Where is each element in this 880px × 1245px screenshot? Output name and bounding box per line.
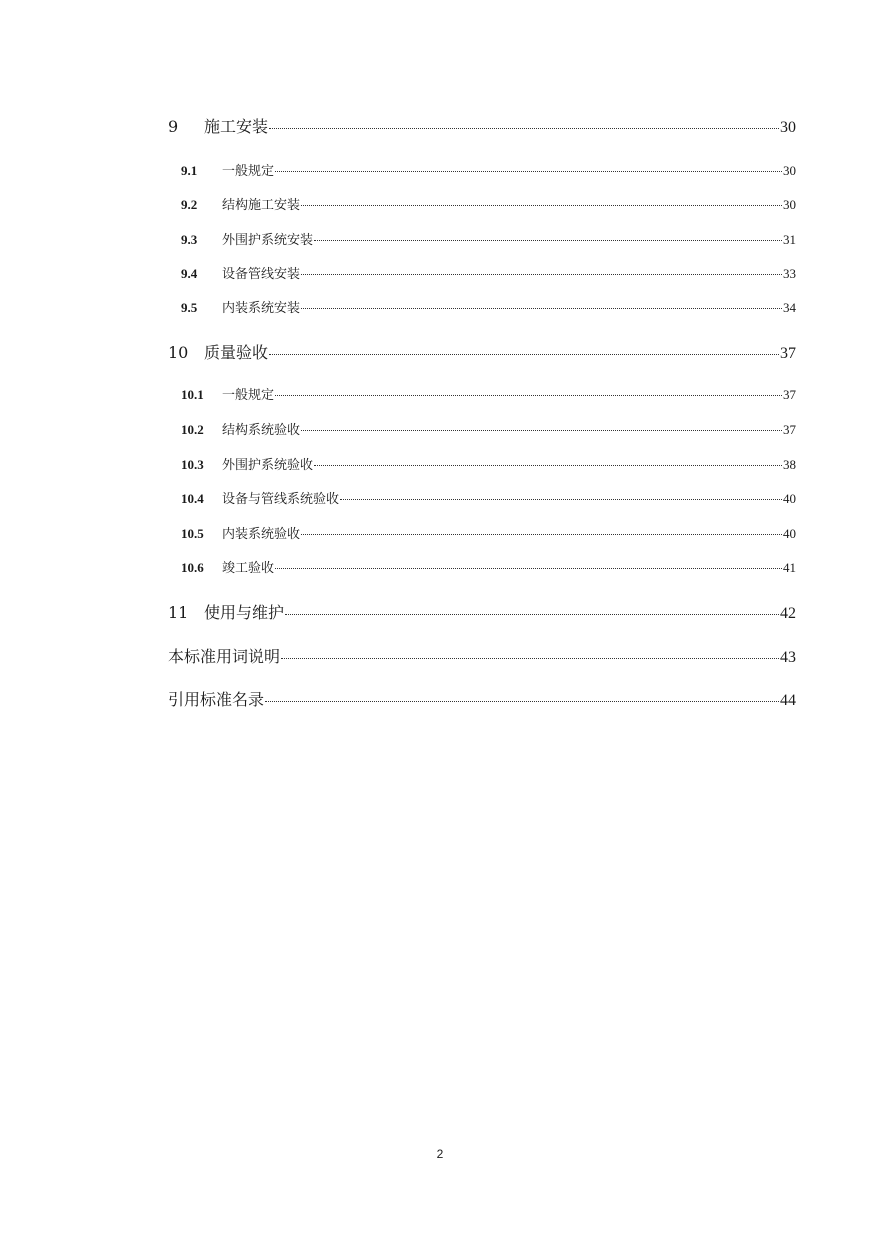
dot-leader xyxy=(269,354,779,355)
dot-leader xyxy=(301,430,782,431)
toc-entry-number: 9 xyxy=(168,117,179,136)
toc-entry-number: 10.6 xyxy=(181,560,204,575)
toc-entry-title: 施工安装 xyxy=(204,117,269,136)
toc-entry-page: 40 xyxy=(783,491,796,506)
toc-entry-title: 一般规定 xyxy=(222,164,275,179)
toc-entry-10-2[interactable] xyxy=(168,419,796,438)
toc-entry-10-3[interactable] xyxy=(168,454,796,473)
toc-entry-page: 40 xyxy=(783,526,796,541)
toc-entry-number: 9.2 xyxy=(181,197,198,212)
toc-entry-number: 11 xyxy=(168,603,189,622)
dot-leader xyxy=(285,614,779,615)
toc-entry-title: 结构施工安装 xyxy=(222,198,301,213)
dot-leader xyxy=(269,128,779,129)
toc-entry-page: 38 xyxy=(783,457,796,472)
toc-entry-title: 质量验收 xyxy=(204,343,269,362)
toc-entry-9-1[interactable] xyxy=(168,160,796,179)
toc-entry-page: 43 xyxy=(780,649,796,666)
toc-entry-number: 9.1 xyxy=(181,163,198,178)
toc-entry-9-3[interactable] xyxy=(168,229,796,248)
toc-entry-page: 42 xyxy=(780,605,796,622)
toc-entry-9[interactable] xyxy=(168,114,796,137)
toc-entry-page: 37 xyxy=(780,345,796,362)
toc-entry-title: 一般规定 xyxy=(222,388,275,403)
dot-leader xyxy=(314,465,782,466)
toc-entry-9-2[interactable] xyxy=(168,194,796,213)
toc-entry-page: 37 xyxy=(783,422,796,437)
toc-entry-9-5[interactable] xyxy=(168,297,796,316)
toc-entry-title: 使用与维护 xyxy=(204,603,285,622)
toc-entry-number: 10.3 xyxy=(181,457,204,472)
toc-entry-11[interactable] xyxy=(168,600,796,623)
toc-entry-page: 30 xyxy=(780,119,796,136)
toc-entry-title: 外围护系统验收 xyxy=(222,458,314,473)
toc-entry-10-1[interactable] xyxy=(168,384,796,403)
toc-entry-title: 结构系统验收 xyxy=(222,423,301,438)
toc-entry-number: 10.1 xyxy=(181,387,204,402)
toc-entry-number: 9.4 xyxy=(181,266,198,281)
toc-entry-10-4[interactable] xyxy=(168,488,796,507)
toc-entry-title: 设备管线安装 xyxy=(222,267,301,282)
toc-entry-number: 10.4 xyxy=(181,491,204,506)
dot-leader xyxy=(281,658,779,659)
toc-entry-page: 31 xyxy=(783,232,796,247)
toc-entry-number: 10 xyxy=(168,343,189,362)
toc-entry-title: 内装系统安装 xyxy=(222,301,301,316)
dot-leader xyxy=(275,395,782,396)
dot-leader xyxy=(314,240,782,241)
toc-entry-number: 10.5 xyxy=(181,526,204,541)
toc-entry-number: 10.2 xyxy=(181,422,204,437)
toc-entry-title: 引用标准名录 xyxy=(168,690,265,709)
dot-leader xyxy=(301,534,782,535)
page-number: 2 xyxy=(436,1147,444,1161)
toc-entry-page: 37 xyxy=(783,387,796,402)
toc-entry-10-6[interactable] xyxy=(168,557,796,576)
toc-entry-page: 44 xyxy=(780,692,796,709)
dot-leader xyxy=(275,568,782,569)
dot-leader xyxy=(301,274,782,275)
toc-entry-9-4[interactable] xyxy=(168,263,796,282)
dot-leader xyxy=(301,205,782,206)
toc-entry-title: 本标准用词说明 xyxy=(168,647,281,666)
toc-entry-terms-explanation[interactable] xyxy=(168,644,796,667)
toc-entry-page: 34 xyxy=(783,300,796,315)
toc-entry-10[interactable] xyxy=(168,340,796,363)
toc-entry-number: 9.5 xyxy=(181,300,198,315)
toc-entry-referenced-standards[interactable] xyxy=(168,687,796,710)
toc-entry-page: 33 xyxy=(783,266,796,281)
toc-entry-page: 30 xyxy=(783,197,796,212)
dot-leader xyxy=(265,701,779,702)
dot-leader xyxy=(301,308,782,309)
toc-entry-page: 41 xyxy=(783,560,796,575)
toc-entry-title: 设备与管线系统验收 xyxy=(222,492,340,507)
toc-entry-title: 外围护系统安装 xyxy=(222,233,314,248)
toc-entry-title: 竣工验收 xyxy=(222,561,275,576)
toc-entry-title: 内装系统验收 xyxy=(222,527,301,542)
dot-leader xyxy=(275,171,782,172)
toc-entry-number: 9.3 xyxy=(181,232,198,247)
toc-entry-page: 30 xyxy=(783,163,796,178)
dot-leader xyxy=(340,499,782,500)
toc-entry-10-5[interactable] xyxy=(168,523,796,542)
